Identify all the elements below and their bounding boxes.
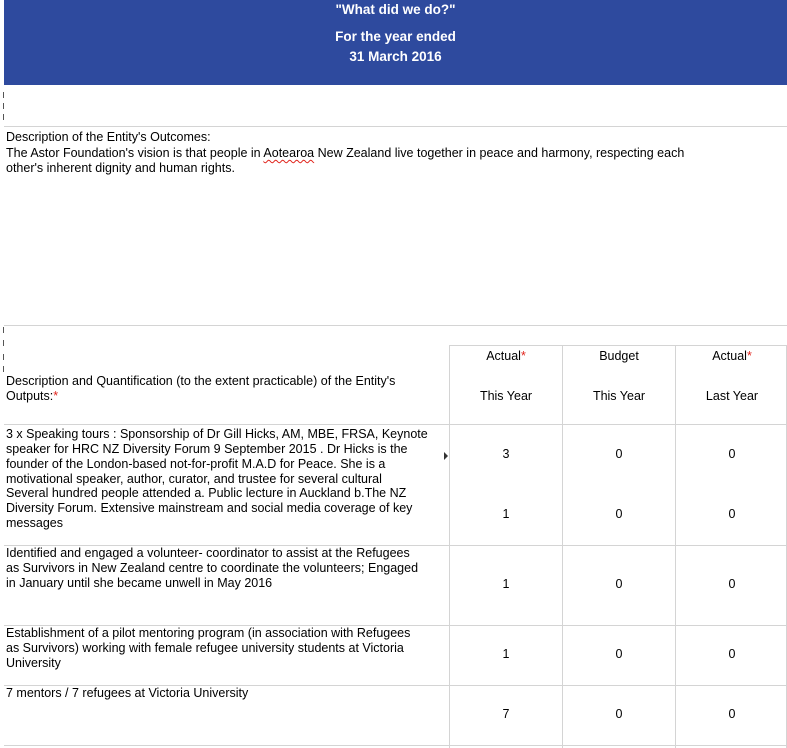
- row-tick: [3, 340, 4, 346]
- outcomes-text-line-2: other's inherent dignity and human rights.: [6, 161, 235, 175]
- row-description-line: as Survivors in New Zealand centre to coordinate the volunteers; Engaged: [6, 561, 419, 575]
- row-description-line: messages: [6, 516, 63, 530]
- outputs-heading: Description and Quantification (to the extent practicable) of the Entity's: [6, 374, 396, 388]
- row-tick: [3, 92, 4, 98]
- row-description-line: University: [6, 656, 61, 670]
- report-header: [4, 0, 787, 85]
- outcomes-text-line-1: The Astor Foundation's vision is that people in Aotearoa New Zealand live together in peace and harmony, respecting each: [6, 146, 685, 160]
- value-actual-this-year: 3: [502, 447, 510, 461]
- divider: [4, 126, 787, 127]
- value-actual-this-year: 1: [502, 647, 510, 661]
- value-budget-this-year: 0: [615, 577, 623, 591]
- row-description-line: Diversity Forum. Extensive mainstream and social media coverage of key: [6, 501, 413, 515]
- value-budget-this-year: 0: [615, 507, 623, 521]
- row-description-line: speaker for HRC NZ Diversity Forum 9 September 2015 . Dr Hicks is the: [6, 442, 408, 456]
- column-divider: [675, 345, 676, 748]
- value-budget-this-year: 0: [615, 447, 623, 461]
- value-actual-last-year: 0: [728, 577, 736, 591]
- outcomes-heading: Description of the Entity's Outcomes:: [6, 130, 211, 144]
- col-header-actual-last-year: Actual*: [712, 349, 752, 363]
- row-description-line: Several hundred people attended a. Public lecture in Auckland b.The NZ: [6, 486, 407, 500]
- value-actual-this-year: 7: [502, 707, 510, 721]
- row-tick: [3, 366, 4, 372]
- col-subheader-this-year: This Year: [479, 389, 533, 403]
- col-header-budget: Budget: [599, 349, 639, 363]
- row-tick: [3, 354, 4, 360]
- row-description-line: motivational speaker, author, curator, and trustee for several cultural: [6, 472, 382, 486]
- value-actual-last-year: 0: [728, 707, 736, 721]
- value-actual-last-year: 0: [728, 447, 736, 461]
- row-tick: [3, 103, 4, 109]
- col-subheader-last-year: Last Year: [705, 389, 759, 403]
- row-description-line: Establishment of a pilot mentoring program (in association with Refugees: [6, 626, 411, 640]
- report-title: "What did we do?": [335, 2, 456, 17]
- row-description-line: 3 x Speaking tours : Sponsorship of Dr Gill Hicks, AM, MBE, FRSA, Keynote: [6, 427, 428, 441]
- value-budget-this-year: 0: [615, 707, 623, 721]
- col-subheader-this-year: This Year: [592, 389, 646, 403]
- column-divider: [449, 345, 450, 748]
- table-header-bottom: [4, 424, 787, 425]
- value-budget-this-year: 0: [615, 647, 623, 661]
- row-description-line: founder of the London-based not-for-profit M.A.D for Peace. She is a: [6, 457, 386, 471]
- value-actual-this-year: 1: [502, 507, 510, 521]
- spelling-flag: Aotearoa: [263, 146, 315, 160]
- col-header-actual-this-year: Actual*: [486, 349, 526, 363]
- divider: [4, 325, 787, 326]
- outputs-heading-2: Outputs:*: [6, 389, 59, 403]
- report-period-line: For the year ended: [335, 29, 456, 44]
- value-actual-last-year: 0: [728, 507, 736, 521]
- table-bottom: [4, 745, 787, 746]
- report-date: 31 March 2016: [349, 49, 442, 64]
- row-description-line: Identified and engaged a volunteer- coordinator to assist at the Refugees: [6, 546, 410, 560]
- value-actual-this-year: 1: [502, 577, 510, 591]
- table-top-border: [449, 345, 787, 346]
- row-description-line: in January until she became unwell in May 2016: [6, 576, 273, 590]
- row-tick: [3, 114, 4, 120]
- row-tick: [3, 327, 4, 333]
- row-description-line: 7 mentors / 7 refugees at Victoria University: [6, 686, 249, 700]
- column-divider: [562, 345, 563, 748]
- row-description-line: as Survivors) working with female refugee university students at Victoria: [6, 641, 404, 655]
- overflow-arrow-icon: [444, 452, 448, 460]
- value-actual-last-year: 0: [728, 647, 736, 661]
